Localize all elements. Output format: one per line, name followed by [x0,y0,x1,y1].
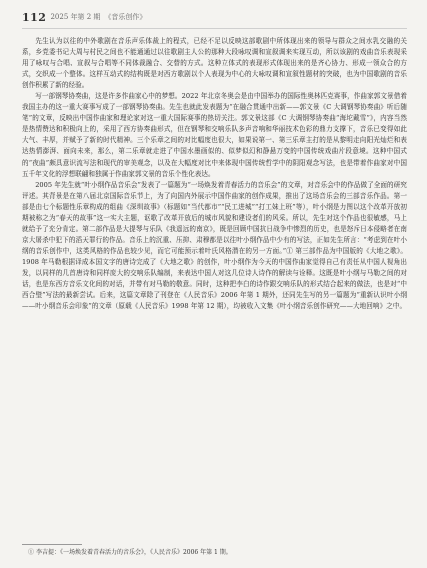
article-body [22,36,407,312]
footnote-divider [22,544,82,545]
paragraph-3: 2005 年先生就“叶小纲作品音乐会”发表了一篇题为“一场焕发着青春活力的音乐会”的文章，对音乐会中的作品做了全面的研究评述。其背景是在第八届北京国际音乐节上，为了向国内外展示中国作曲家的创作成果，推出了这场音乐会的三部音乐作品。第一部是由七个标题性乐章构成的组曲《深圳故事》（标题如“当代都市”“民工进城”“打工妹上班”等），叶小纲是力图以这个改革开放初期被称之为“春天的故事”这一实大主题，讴歌了改革开放后的城市风貌和建设者们的风采。所以，先生对这个作品也很敏感，马上就给予了充分肯定。第二部作品是大提琴与乐队《我遥远的南京》，既是回顾中国抗日战争中惨烈的历史，也是怒斥日本侵略者在南京大屠杀中犯下的滔天罪行的作品。音乐上的沉重、压抑、肃穆都是以往叶小纲作品中少有的写法，正如先生所言：“考虑到在叶小纲的音乐创作中，这类风格的作品也较少见，而它可能预示着叶氏风格潜在的另一方面。”① 第三部作品为中国版的《大地之歌》。1908 年马勒根据译成本国文字的唐诗完成了《大地之歌》的创作，叶小纲作为今天的中国作曲家觉得自己有责任从中国人视角出发，以同样的几首唐诗和同样庞大的交响乐队编制，来表达中国人对这几位诗人诗作的解读与诠释。这既是叶小纲与马勒之间的对话，也是东西方音乐文化间的对话，并带有对马勒的敬意。同时，这种把李白的诗作跟交响乐队的形式结合起来的做法，也是对“中西合璧”写法的最新尝试。后来，这篇文章除了刊登在《人民音乐》2006 年第 1 期外，还同先生写的另一篇题为“重新认识叶小纲——叶小纲音乐会印象”的文章（原载《人民音乐》1998 年第 12 期），均被收入文集《叶小纲音乐创作研究——大地回响》之中。 [22,180,407,311]
journal-title: 《音乐创作》 [104,13,147,21]
paragraph-1: 先生认为以往的中外歌剧在音乐声乐体裁上的程式，已经不足以反映这部歌剧中所体现出来的领导与群众之间水乳交融的关系，乡党委书记大周与村民之间也不能通通过以往歌剧主人公的那种大段咏叹调和宣叙调来实现互动，所以该剧的戏曲音乐表现采用了咏叹与合唱、宣叙与合唱等不同体裁融合、交替的方式。这种立体式的表现形式体现出来的是齐心协力、形成一领众合的方式，交织成一个整体。这样互动式的结构既是对西方歌剧以个人表现为中心的大咏叹调和宣叙性题材的突破，也为中国歌剧的音乐创作积累了新的经验。 [22,37,407,90]
footnote-marker: ① [28,549,35,556]
footnote-text: 李吉提：《一场焕发着青春活力的音乐会》，《人民音乐》2006 年第 1 期。 [35,549,232,556]
issue-label: 2025 年第 2 期 [50,13,101,21]
page-header [22,6,407,29]
paragraph-2: 写一部钢琴协奏曲，这是许多作曲家心中的梦想。2022 年北京冬奥会是由中国举办的国际性奥林匹克赛事，作曲家郭文景借着我国主办的这一重大赛事写成了一部钢琴协奏曲。先生也就此发表题为“在融合贯通中出新——郭文景《C 大调钢琴协奏曲》听后随笔”的文章，反映出中国作曲家和理论家对这一重大国际赛事的热切关注。郭文景这部《C 大调钢琴协奏曲“海坨戴雪”》，内容当然是热情赞达和积极向上的，采用了西方协奏曲形式，但在钢琴和交响乐队多声音响和华丽技术色彩的鼎力支撑下，音乐已变得如此大气、丰厚，并赋予了新的时代精神。三个乐章之间的对比幅度也很大，如果说第一、第三乐章主打的是从黎明走向阳光灿烂和表达热情澎湃、面向未来，那么，第二乐章就走进了中国水墨画似的、似梦似幻和静悬万变的中国传统戏曲片段意境。这种中国式的“夜曲”颇具意识流写法和现代的审美观念，以及在大幅度对比中来体现中国传统哲学中的阴阳观念写法，也是带着作曲家对中国五千年文化的浮想联翩和独属于作曲家郭文景的音乐个性化表达。 [22,92,407,178]
page-number: 112 [22,10,47,24]
footnote [28,548,407,557]
